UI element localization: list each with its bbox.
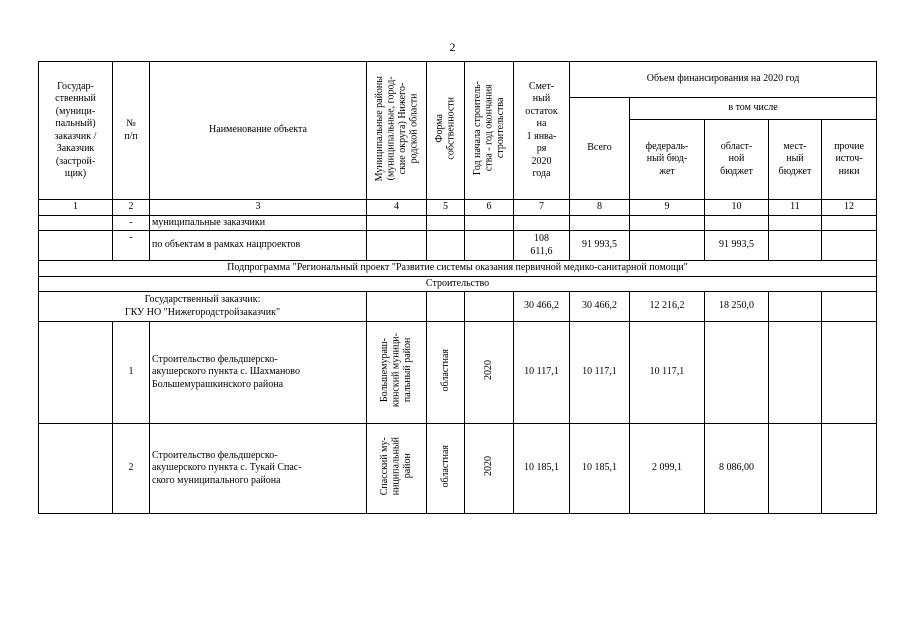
header-financing: Объем финансирования на 2020 год (570, 62, 877, 98)
col-num-10: 10 (705, 200, 769, 216)
table-row (39, 215, 877, 231)
col-num-2: 2 (113, 200, 150, 216)
row-number: 1 (113, 322, 150, 424)
header-total: Всего (570, 98, 630, 200)
header-municipal: Муниципальные районы (муниципальные, город- ские округа) Нижего- родской области (373, 75, 419, 181)
object-name: Строительство фельдшерско- акушерского пункта с. Тукай Спас- ского муниципального района (150, 424, 367, 514)
subprogram-title: Подпрограмма "Региональный проект "Развитие системы оказания первичной медико-санитарной помощи" (39, 261, 877, 277)
col-num-11: 11 (769, 200, 822, 216)
regional-value (705, 322, 769, 424)
header-years-cell (465, 62, 514, 200)
col-num-3: 3 (150, 200, 367, 216)
header-number: № п/п (113, 62, 150, 200)
header-object-name: Наименование объекта (150, 62, 367, 200)
remainder-value: 30 466,2 (514, 292, 570, 322)
col-num-12: 12 (822, 200, 877, 216)
construction-years: 2020 (483, 456, 495, 477)
row-number: 2 (113, 424, 150, 514)
header-remainder: Смет- ный остаток на 1 янва- ря 2020 года (514, 62, 570, 200)
header-federal: федераль- ный бюд- жет (630, 120, 705, 200)
col-num-8: 8 (570, 200, 630, 216)
federal-value: 12 216,2 (630, 292, 705, 322)
col-num-4: 4 (367, 200, 427, 216)
regional-value: 18 250,0 (705, 292, 769, 322)
table-row (39, 322, 877, 424)
col-num-5: 5 (427, 200, 465, 216)
row-label: по объектам в рамках нацпроектов (150, 231, 367, 261)
col-num-7: 7 (514, 200, 570, 216)
financing-table (38, 61, 877, 514)
row-dash: - (113, 231, 150, 261)
header-local: мест- ный бюджет (769, 120, 822, 200)
header-regional: област- ной бюджет (705, 120, 769, 200)
col-num-9: 9 (630, 200, 705, 216)
regional-value: 8 086,00 (705, 424, 769, 514)
federal-value: 10 117,1 (630, 322, 705, 424)
header-other: прочие источ- ники (822, 120, 877, 200)
table-row (39, 231, 877, 261)
ownership-form: областная (439, 349, 451, 392)
header-ownership-cell (427, 62, 465, 200)
construction-years: 2020 (483, 360, 495, 381)
row-label: муниципальные заказчики (150, 215, 367, 231)
header-customer: Государ- ственный (муници- пальный) заказчик / Заказчик (застрой- щик) (39, 62, 113, 200)
municipal-district: Большемураш- кинский муници- пальный район (379, 333, 414, 408)
total-value: 30 466,2 (570, 292, 630, 322)
object-name: Строительство фельдшерско- акушерского пункта с. Шахманово Большемурашкинского района (150, 322, 367, 424)
remainder-value: 108 611,6 (514, 231, 570, 261)
table-row (39, 292, 877, 322)
remainder-value: 10 185,1 (514, 424, 570, 514)
table-row (39, 424, 877, 514)
row-dash: - (113, 215, 150, 231)
total-value: 10 117,1 (570, 322, 630, 424)
ownership-form: областная (439, 445, 451, 488)
municipal-district: Спасский му- ниципальный район (379, 437, 414, 496)
total-value: 10 185,1 (570, 424, 630, 514)
section-title: Строительство (39, 276, 877, 292)
header-municipal-cell (367, 62, 427, 200)
state-customer-label: Государственный заказчик: ГКУ НО "Нижегородстройзаказчик" (39, 292, 367, 322)
header-ownership: Форма собственности (434, 96, 457, 160)
total-value: 91 993,5 (570, 231, 630, 261)
remainder-value: 10 117,1 (514, 322, 570, 424)
federal-value: 2 099,1 (630, 424, 705, 514)
header-years: Год начала строитель- ства - год окончания строительства (471, 81, 506, 176)
col-num-1: 1 (39, 200, 113, 216)
regional-value: 91 993,5 (705, 231, 769, 261)
header-including: в том числе (630, 98, 877, 120)
col-num-6: 6 (465, 200, 514, 216)
page-number: 2 (449, 40, 456, 54)
